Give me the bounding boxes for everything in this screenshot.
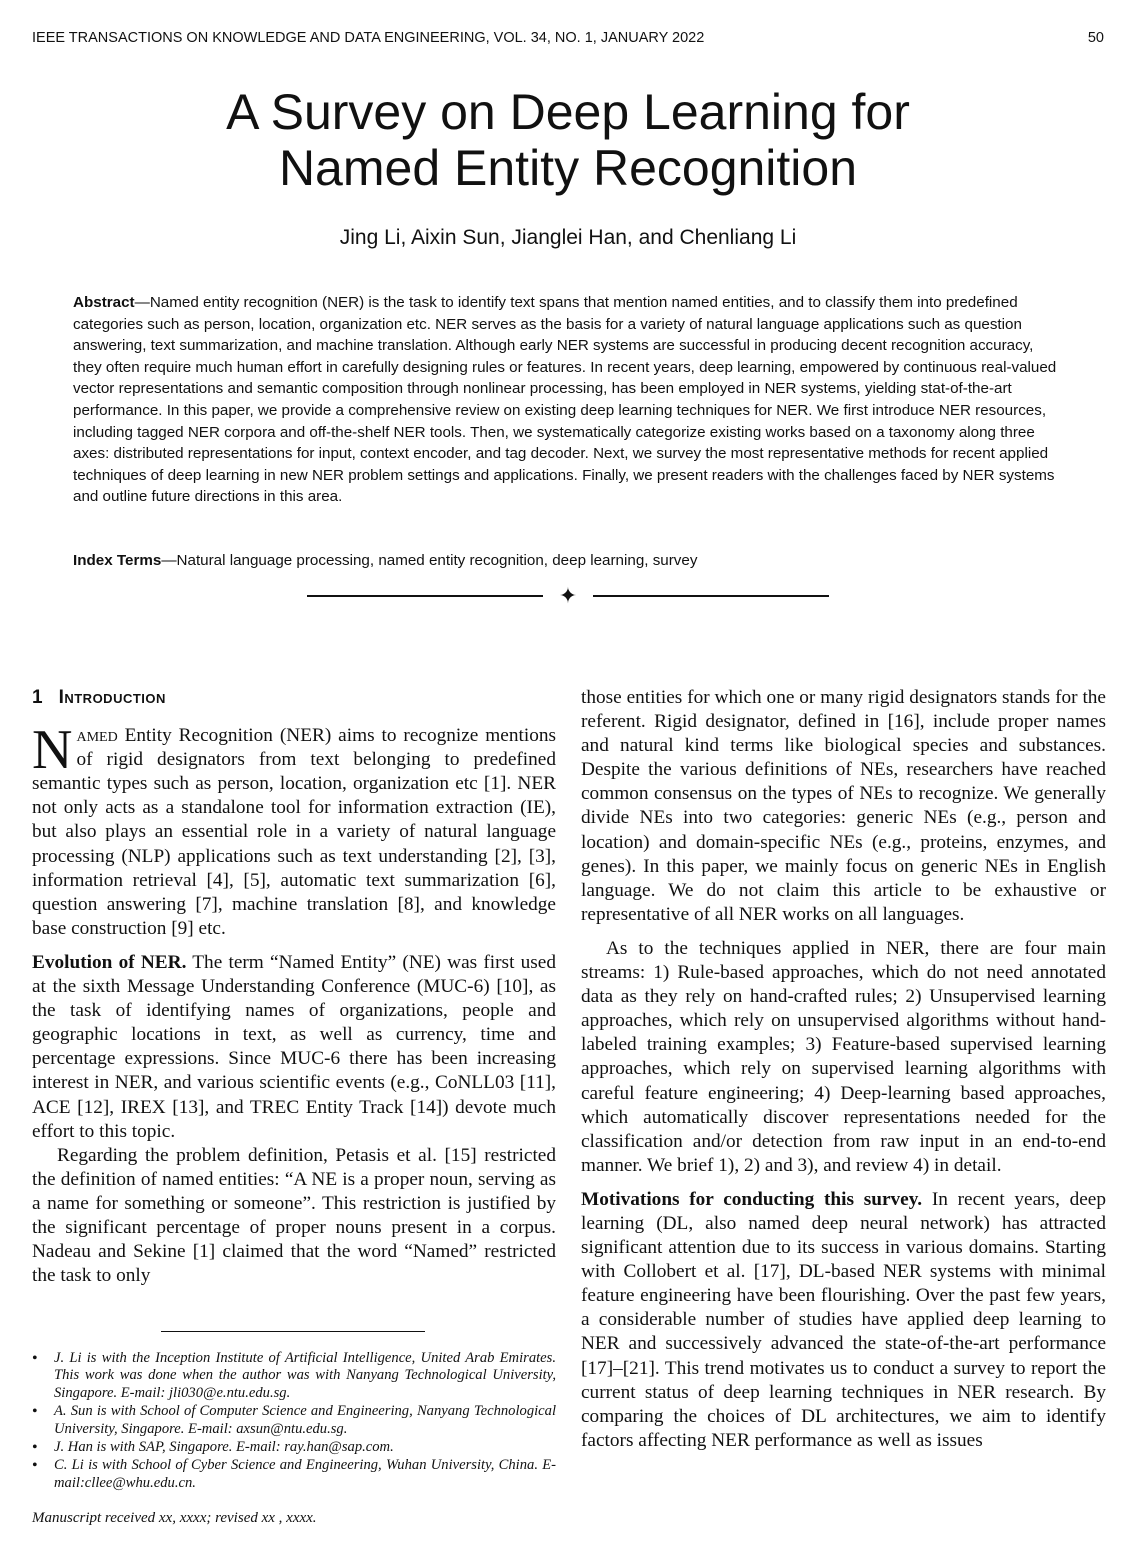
running-header	[32, 30, 1104, 46]
right-column	[581, 686, 1106, 1453]
evolution-text: The term “Named Entity” (NE) was first used at the sixth Message Understanding Conference (MUC-6) [10], as the task of identifying names of organizations, people and geographic locations in text, as well as currency, time and percentage expressions. Since MUC-6 there has been increasing interest in NER, and various scientific events (e.g., CoNLL03 [11], ACE [12], IREX [13], and TREC Entity Track [14]) devote much effort to this topic.	[32, 951, 556, 1142]
ne-definition-paragraph: those entities for which one or many rigid designators stands for the referent. Rigid designator, defined in [16], include proper names and natural kind terms like biological species and substances. Despite the various definitions of NEs, researchers have reached common consensus on the types of NEs to recognize. We generally divide NEs into two categories: generic NEs (e.g., person and location) and domain-specific NEs (e.g., proteins, enzymes, and genes). In this paper, we mainly focus on generic NEs in English language. We do not claim this article to be exhaustive or representative of all NER works on all languages.	[581, 687, 1106, 925]
footnote-item: • A. Sun is with School of Computer Science and Engineering, Nanyang Technological University, Singapore. E-mail: axsun@ntu.edu.sg.	[32, 1403, 556, 1438]
abstract-text: —Named entity recognition (NER) is the task to identify text spans that mention named entities, and to classify them into predefined categories such as person, location, organization etc. NER serves as the basis for a variety of natural language applications such as question answering, text summarization, and machine translation. Although early NER systems are successful in producing decent recognition accuracy, they often require much human effort in carefully designing rules or features. In recent years, deep learning, empowered by continuous real-valued vector representations and semantic composition through nonlinear processing, has been employed in NER systems, yielding stat-of-the-art performance. In this paper, we provide a comprehensive review on existing deep learning techniques for NER. We first introduce NER resources, including tagged NER corpora and off-the-shelf NER tools. Then, we systematically categorize existing works based on a taxonomy along three axes: distributed representations for input, context encoder, and tag decoder. Next, we survey the most representative methods for recent applied techniques of deep learning in new NER problem settings and applications. Finally, we present readers with the challenges faced by NER systems and outline future directions in this area.	[73, 294, 1057, 506]
section-number: 1	[32, 687, 43, 708]
footnote-item: • C. Li is with School of Cyber Science and Engineering, Wuhan University, China. E-mail:cllee@whu.edu.cn.	[32, 1457, 556, 1492]
definition-paragraph: Regarding the problem definition, Petasis et al. [15] restricted the definition of named entities: “A NE is a proper noun, serving as a name for something or someone”. This restriction is justified by the significant percentage of proper nouns present in a corpus. Nadeau and Sekine [1] claimed that the word “Named” restricted the task to only	[32, 1144, 556, 1287]
divider-line-right	[593, 595, 829, 597]
section-divider	[307, 583, 829, 608]
index-terms-label: Index Terms	[73, 552, 162, 569]
motivation-text: In recent years, deep learning (DL, also named deep neural network) has attracted significant attention due to its success in various domains. Starting with Collobert et al. [17], DL-based NER systems with minimal feature engineering have been flourishing. Over the past few years, a considerable number of studies have applied deep learning to NER and successively advanced the state-of-the-art performance [17]–[21]. This trend motivates us to conduct a survey to report the current status of deep learning techniques in NER research. By comparing the choices of DL architectures, we aim to identify factors affecting NER performance as well as issues	[581, 1188, 1106, 1451]
evolution-paragraph	[32, 951, 556, 1144]
section-heading	[32, 686, 556, 710]
author-list: Jing Li, Aixin Sun, Jianglei Han, and Chenliang Li	[339, 226, 797, 249]
footnotes	[32, 1350, 556, 1493]
intro-text: Entity Recognition (NER) aims to recognize mentions of rigid designators from text belonging to predefined semantic types such as person, location, organization etc [1]. NER not only acts as a standalone tool for information extraction (IE), but also plays an essential role in a variety of natural language processing (NLP) applications such as text understanding [2], [3], information retrieval [4], [5], automatic text summarization [6], question answering [7], machine translation [8], and knowledge base construction [9] etc.	[32, 725, 556, 939]
footnote-rule	[161, 1331, 425, 1332]
left-column	[32, 686, 556, 1288]
title-line-1: A Survey on Deep Learning for	[226, 84, 910, 140]
divider-star-icon: ✦	[558, 583, 578, 608]
techniques-paragraph: As to the techniques applied in NER, there are four main streams: 1) Rule-based approaches, which do not need annotated data as they rely on hand-crafted rules; 2) Unsupervised learning approaches, which rely on unsupervised algorithms without hand-labeled training examples; 3) Feature-based supervised learning approaches, which rely on supervised learning algorithms with careful feature engineering; 4) Deep-learning based approaches, which automatically discover representations needed for the classification and/or detection from raw input in an end-to-end manner. We brief 1), 2) and 3), and review 4) in detail.	[581, 937, 1106, 1176]
title-line-2: Named Entity Recognition	[278, 140, 858, 196]
intro-paragraph	[32, 719, 556, 941]
index-terms	[73, 552, 1065, 569]
abstract-label: Abstract	[73, 294, 135, 311]
manuscript-note: Manuscript received xx, xxxx; revised xx , xxxx.	[32, 1510, 317, 1526]
evolution-label: Evolution of NER.	[32, 951, 187, 973]
abstract	[73, 292, 1065, 508]
index-terms-text: —Natural language processing, named entity recognition, deep learning, survey	[161, 552, 698, 569]
footnote-item: • J. Li is with the Inception Institute of Artificial Intelligence, United Arab Emirates. This work was done when the author was with Nanyang Technological University, Singapore. E-mail: jli030@e.ntu.edu.sg.	[32, 1350, 556, 1402]
motivation-paragraph	[581, 1188, 1106, 1453]
journal-name: IEEE TRANSACTIONS ON KNOWLEDGE AND DATA ENGINEERING, VOL. 34, NO. 1, JANUARY 2022	[32, 30, 705, 46]
footnote-item: • J. Han is with SAP, Singapore. E-mail: ray.han@sap.com.	[32, 1439, 556, 1456]
paper-title	[0, 84, 1136, 196]
drop-cap: N	[32, 719, 73, 782]
page-number: 50	[1087, 30, 1104, 46]
section-title: Introduction	[58, 687, 166, 708]
intro-smallcaps: amed	[76, 725, 118, 747]
motivation-label: Motivations for conducting this survey.	[581, 1188, 923, 1210]
